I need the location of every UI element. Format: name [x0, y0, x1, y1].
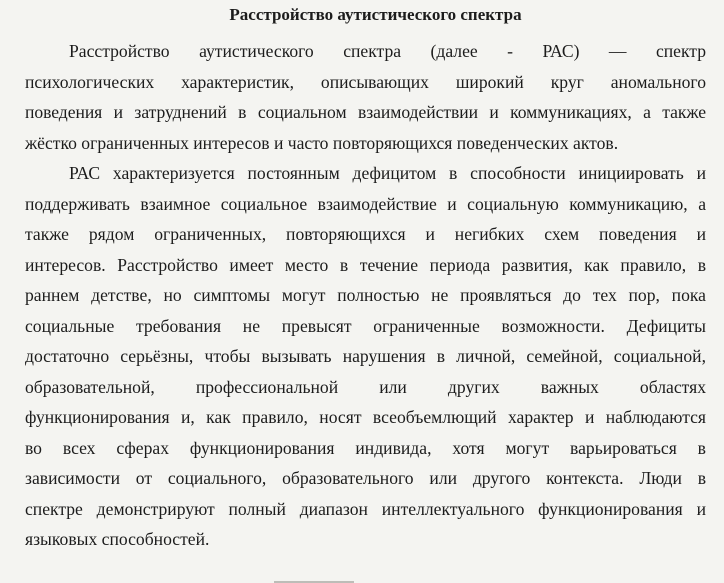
text-line: интересов. Расстройство имеет место в течение периода развития, как правило, в	[25, 254, 706, 275]
text-line: РАС характеризуется постоянным дефицитом в способности инициировать и	[69, 163, 706, 183]
text-line: достаточно серьёзны, чтобы вызывать нарушения в личной, семейной, социальной,	[25, 346, 706, 366]
text-line: психологических характеристик, описывающих широкий круг аномального	[25, 71, 706, 92]
document-title: Расстройство аутистического спектра	[229, 5, 522, 24]
paragraph-1	[25, 36, 706, 158]
text-line: Расстройство аутистического спектра (далее - РАС) — спектр	[69, 41, 706, 61]
text-line: функционирования и, как правило, носят всеобъемлющий характер и наблюдаются	[25, 407, 706, 427]
text-line: жёстко ограниченных интересов и часто повторяющихся поведенческих актов.	[25, 132, 619, 153]
text-line: раннем детстве, но симптомы могут полностью не проявляться до тех пор, пока	[25, 285, 706, 305]
text-line: социальные требования не превысят ограниченные возможности. Дефициты	[25, 315, 706, 336]
text-line: во всех сферах функционирования индивида, хотя могут варьироваться в	[25, 437, 706, 458]
text-line: спектре демонстрируют полный диапазон интеллектуального функционирования и	[25, 498, 706, 519]
text-line: также рядом ограниченных, повторяющихся и негибких схем поведения и	[25, 224, 706, 244]
text-line: поведения и затруднений в социальном взаимодействии и коммуникациях, а также	[25, 102, 706, 122]
text-line: языковых способностей.	[25, 529, 210, 549]
text-line: зависимости от социального, образовательного или другого контекста. Люди в	[25, 468, 706, 488]
paragraph-2	[25, 158, 706, 555]
text-line: поддерживать взаимное социальное взаимодействие и социальную коммуникацию, а	[25, 193, 706, 214]
text-line: образовательной, профессиональной или других важных областях	[25, 376, 706, 397]
